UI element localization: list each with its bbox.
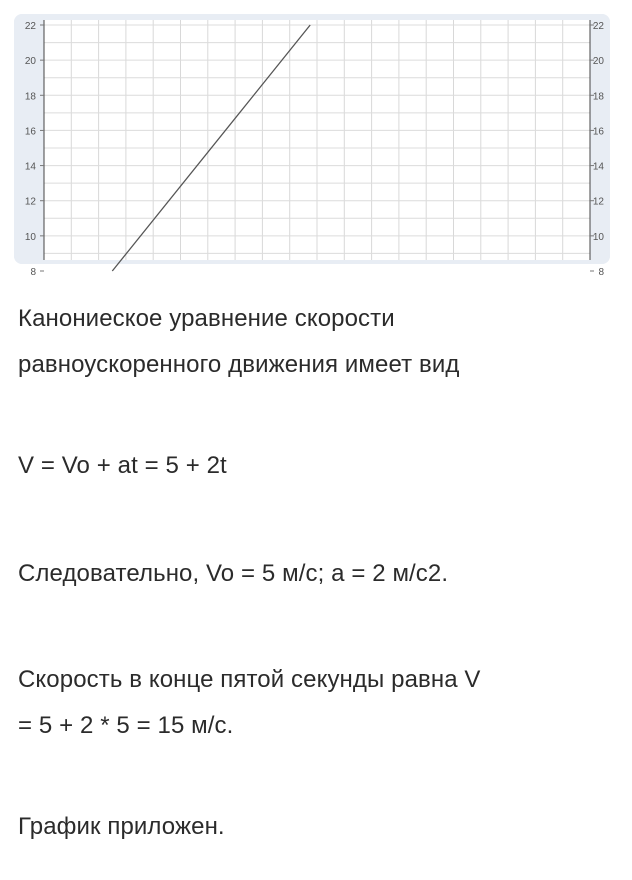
text-line: Скорость в конце пятой секунды равна V	[18, 666, 481, 693]
velocity-chart	[14, 14, 610, 278]
text-line: График приложен.	[18, 813, 225, 840]
paragraph-speed-calc	[18, 657, 608, 749]
y-tick-label-left: 12	[24, 196, 36, 208]
text-line: V = Vo + at = 5 + 2t	[18, 452, 227, 479]
y-tick-label-left: 22	[24, 21, 36, 32]
paragraph-equation-intro	[18, 296, 608, 388]
text-line: = 5 + 2 * 5 = 15 м/с.	[18, 712, 234, 739]
y-tick-label-right: 10	[592, 231, 604, 243]
paragraph-equation	[18, 443, 608, 489]
y-tick-label-left: 10	[24, 231, 36, 243]
chart-canvas	[14, 14, 610, 278]
y-tick-label-right: 12	[592, 196, 604, 208]
text-line: Следовательно, Vo = 5 м/с; а = 2 м/с2.	[18, 560, 449, 587]
y-tick-label-right: 16	[592, 126, 604, 138]
text-line: равноускоренного движения имеет вид	[18, 351, 460, 378]
y-tick-label-left: 16	[24, 126, 36, 138]
y-tick-label-right: 18	[592, 91, 604, 103]
y-tick-label-right: 20	[592, 56, 604, 68]
paragraph-graph-note	[18, 804, 608, 850]
text-line: Канониеское уравнение скорости	[18, 305, 395, 332]
paragraph-conclusion	[18, 551, 608, 597]
y-tick-label-left: 8	[30, 267, 36, 278]
y-tick-label-left: 14	[24, 161, 36, 173]
y-tick-label-right: 8	[598, 267, 604, 278]
y-tick-label-right: 14	[592, 161, 604, 173]
y-tick-label-right: 22	[592, 21, 604, 32]
y-tick-label-left: 20	[24, 56, 36, 68]
y-tick-label-left: 18	[24, 91, 36, 103]
